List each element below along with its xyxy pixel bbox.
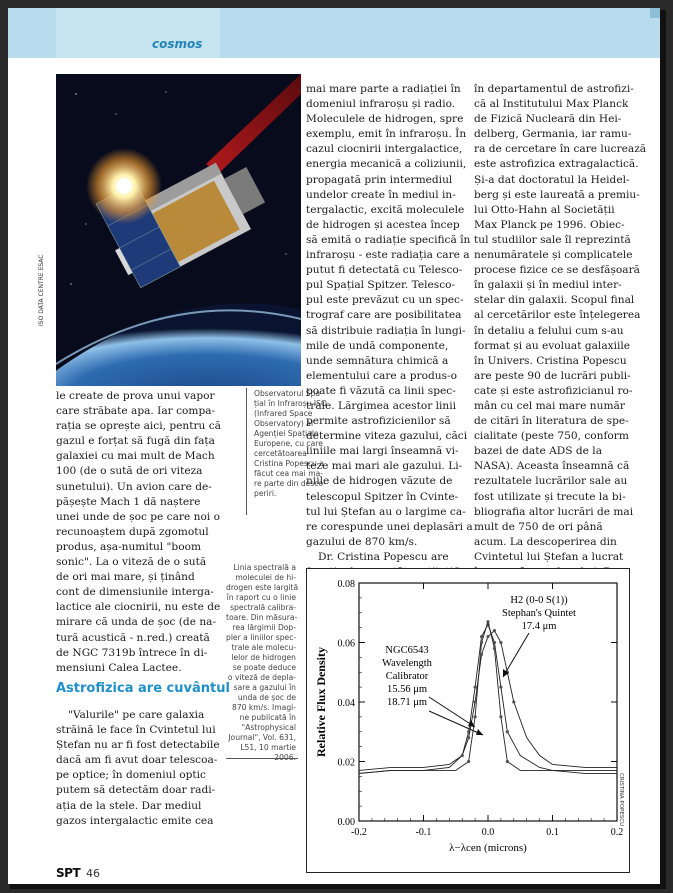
text-line: în departamentul de astrofizi- [474,83,634,95]
caption-line: se poate deduce [232,663,296,672]
text-line: mân cu cel mai mare număr [474,399,625,412]
space-telescope-photo [56,74,301,386]
annotation-text: 17.4 μm [521,621,557,632]
article-column-2 [306,82,473,580]
caption-rule [246,388,247,515]
text-line: Moleculele de hidrogen, spre [306,113,464,126]
annotation-text: 15.56 μm [386,684,428,695]
magazine-logo: SPT [56,866,81,880]
text-line: rația se oprește aici, pentru că [56,420,221,433]
caption-line: Linia spectrală a [233,563,296,572]
caption-line: re parte din desco- [254,479,327,488]
text-line: le create de prova unui vapor [56,390,215,402]
x-tick-label: -0.2 [351,827,367,838]
text-line: NASA). Aceasta înseamnă că [474,460,630,473]
text-line: trale. Lărgimea acestor linii [306,399,457,412]
text-line: acum. La descoperirea din [474,535,617,548]
text-line: tul studiilor sale îl reprezintă [474,233,631,246]
text-line: Max Planck pe 1996. Obiec- [474,218,625,231]
text-line: 100 (de o sută de ori viteza [56,465,203,478]
caption-line: toare. Din măsura- [226,613,298,622]
text-line: rezultatele lucrărilor sale au [474,475,628,488]
caption-line: drogen este largită [226,583,299,592]
text-line: de NGC 7319b întrece în di- [56,646,208,659]
annotation-text: Stephan's Quintet [502,608,576,619]
caption-line: țial în Infraroșu ISO [254,399,327,408]
text-line: propagată prin intermediul [306,173,453,186]
caption-line: periri. [254,489,277,498]
caption-rule-bottom [226,758,298,759]
text-line: ra de cercetare în care lucrează [474,143,647,156]
text-line: are peste 90 de lucrări publi- [474,369,631,382]
article-column-3 [474,82,646,580]
text-line: tul lui Ștefan au o largime ca- [306,505,466,518]
caption-line: moleculei de hi- [235,573,296,582]
caption-line: sare a gazului în [233,683,296,692]
text-line: mile de undă componente, [306,339,449,352]
text-line: în detaliu a felului cum s-au [474,324,624,337]
text-line: unei unde de șoc pe care noi o [56,510,220,523]
text-line: stelar din galaxii. Scopul final [474,294,635,307]
caption-line: pler a liniilor spec- [226,633,297,642]
text-line: gazos intergalactic emite cea [56,814,214,827]
annotation-text: 18.71 μm [386,697,428,708]
caption-line: rea lărgimii Dop- [232,623,296,632]
text-line: de hidrogen și acestea încep [306,218,460,231]
text-line: poate fi văzută ca linii spec- [306,384,456,397]
text-line: telescopul Spitzer în Cvinte- [306,490,459,503]
photo-credit: ISO DATA CENTRE ESAC [38,254,45,326]
figure-credit: CRISTINA POPESCU [618,773,624,827]
annotation-text: NGC6543 [385,645,429,656]
text-line: domeniul infraroșu și radio. [306,98,456,111]
series-point [512,700,515,703]
text-line: energia mecanică a coliziunii, [306,158,467,171]
annotation-text: Wavelength [382,658,432,669]
text-line: pe optice; în domeniul optic [56,769,206,782]
text-line: Ștefan nu ar fi fost detectabile [56,739,220,752]
series-point [506,730,509,733]
text-line: teze mai mari ale gazului. Li- [306,460,463,473]
text-line: fost utilizate și trecute la bi- [474,490,626,503]
series-point [461,754,464,757]
text-line: mult de 750 de ori până [474,520,603,533]
y-tick-label: 0.00 [337,817,355,828]
text-line: determine viteza gazului, căci [306,430,468,443]
text-line: exemplu, emit în infraroșu. În [306,128,467,141]
caption-line: trale ale molecu- [231,643,296,652]
text-line: permite astrofizicienilor să [306,415,451,428]
caption-line: Cristina Popescu a [254,459,324,468]
text-line: mirare că unda de șoc (de na- [56,616,217,629]
text-line: că al Institutului Max Planck [474,98,629,111]
series-point [467,760,470,763]
text-line: de ori mai mare, și ținând [56,571,195,584]
caption-line: Europene, cu care [254,439,323,448]
text-line: berg și este laureată a premiu- [474,188,640,201]
caption-line: spectrală calibra- [230,603,296,612]
text-line: de Fizică Nucleară din Hei- [474,113,622,126]
text-line: tergalactic, excită moleculele [306,203,465,216]
caption-line: 870 km/s. Imagi- [231,703,296,712]
x-tick-label: -0.1 [415,827,432,838]
text-line: este astrofizica extragalactică. [474,158,639,171]
text-line: cialitate (peste 750, conform [474,430,629,443]
text-line: al cercetărilor este înțelegerea [474,309,641,322]
text-line: să emită o radiație specifică în [306,233,471,246]
text-line: gazul e forțat să fugă din fața [56,435,215,448]
series-point [499,715,502,718]
y-tick-label: 0.04 [337,698,355,709]
text-line: ația de la stele. Dar mediul [56,799,202,812]
y-tick-label: 0.08 [337,579,355,590]
series-point [486,635,489,638]
series-point [506,760,509,763]
text-line: Dr. Cristina Popescu are [318,550,449,563]
caption-line: Observatory) al [254,419,314,428]
text-line: mensiuni Calea Lactee. [56,661,182,674]
caption-line: L51, 10 martie [240,743,296,752]
text-line: în galaxii și în mediul inter- [474,279,622,292]
x-tick-label: 0.1 [546,827,559,838]
text-line: niile de hidrogen văzute de [306,475,453,488]
annotation-arrow [503,633,529,677]
text-line: procese fizice ce se desfășoară [474,264,640,277]
spectrum-chart [307,569,629,871]
series-point [493,629,496,632]
text-line: cazul ciocnirii intergalactice, [306,143,463,156]
iso-telescope-illustration [56,74,301,386]
text-line: infraroșu - este radiația care a [306,249,470,262]
series-point [474,700,477,703]
y-tick-label: 0.02 [337,757,355,769]
caption-line: cercetătoarea [254,449,307,458]
text-line: "Valurile" pe care galaxia [68,709,205,721]
caption-line: ne publicată în [239,713,296,722]
text-line: format și au evoluat galaxiile [474,339,631,352]
text-line: bazei de date ADS de la [474,445,603,458]
x-axis-label: λ−λcen (microns) [449,842,527,854]
text-line: Cvintetul lui Ștefan a lucrat [474,550,624,563]
article-column-1-top [56,389,221,676]
text-line: cate și este astrofizicianul ro- [474,384,633,397]
text-line: de citări în literatura de spe- [474,415,629,428]
section-label: cosmos [152,37,203,51]
magazine-page [8,8,660,884]
caption-line: Observatorul Spa- [254,389,323,398]
text-line: sunetului). Un avion care de- [56,480,212,493]
caption-line: o viteză de depla- [227,673,296,682]
caption-line: (Infrared Space [254,409,313,418]
series-point [493,647,496,650]
text-line: trograf care are posibilitatea [306,309,462,322]
caption-line: Journal", Vol. 631, [228,733,296,742]
annotation-text: Calibrator [385,671,429,682]
x-tick-label: 0.2 [610,827,624,838]
text-line: lactice ale ciocnirii, nu este de [56,601,221,614]
text-line: străină le face în Cvintetul lui [56,724,216,737]
text-line: delberg, Germania, iar ramu- [474,128,632,141]
caption-line: Agenției Spațiale [254,429,319,438]
article-column-1-bottom [56,708,220,829]
text-line: tură acustică - n.red.) creată [56,631,210,644]
text-line: putem să detectăm doar radi- [56,784,216,797]
series-point [480,653,483,656]
text-line: cont de dimensiunile interga- [56,586,214,599]
text-line: pul Spațial Spitzer. Telesco- [306,279,456,292]
text-line: Și-a dat doctoratul la Heidel- [474,173,630,186]
series-point [467,736,470,739]
text-line: sonic". La o viteză de o sută [56,556,207,569]
series-point [499,686,502,689]
text-line: în Univers. Cristina Popescu [474,354,627,367]
caption-line: făcut cea mai ma- [254,469,323,478]
series-point [474,715,477,718]
text-line: recunoaștem după zgomotul [56,525,209,538]
series-point [499,641,502,644]
page-number: 46 [86,867,100,880]
text-line: liniile mai largi înseamnă vi- [306,445,459,458]
text-line: lui Otto-Hahn al Societății [474,203,615,216]
caption-line: "Astrophysical [241,723,296,732]
annotation-text: H2 (0-0 S(1)) [510,595,568,606]
text-line: care străbate apa. Iar compa- [56,405,216,418]
text-line: bliografia altor lucrări de mai [474,505,634,518]
corner-mark [650,8,660,18]
x-tick-label: 0.0 [481,827,495,838]
text-line: produs, așa-numitul "boom [56,540,202,553]
series-point [480,641,483,644]
text-line: unde semnătura chimică a [306,354,449,367]
annotation-arrow [429,697,475,727]
text-line: galaxiei cu mai mult de Mach [56,450,215,463]
text-line: re corespunde unei deplasări a [306,520,473,533]
text-line: putut fi detectată cu Telesco- [306,264,463,277]
text-line: elementului care a produs-o [306,369,457,382]
text-line: gazului de 870 km/s. [306,535,418,548]
caption-line: în raport cu o linie [226,593,296,602]
text-line: dacă am fi avut doar telescoa- [56,754,218,767]
y-axis-label: Relative Flux Density [314,647,328,757]
spectrum-figure [306,568,630,873]
text-line: nenumăratele și complicatele [474,249,633,262]
text-line: pășește Mach 1 dă naștere [56,495,201,508]
y-tick-label: 0.06 [337,638,355,650]
text-line: să distribuie radiația în lungi- [306,324,466,337]
text-line: pul este prevăzut cu un spec- [306,294,464,307]
text-line: mai mare parte a radiației în [306,83,461,95]
caption-line: lelor de hidrogen [231,653,296,662]
section-subheading: Astrofizica are cuvântul [56,681,230,696]
text-line: undelor create în mediul in- [306,188,456,201]
series-point [486,620,489,623]
caption-line: unda de șoc de [237,693,296,702]
figure-caption [226,563,299,763]
arrowhead [476,729,483,735]
series-point [474,686,477,689]
